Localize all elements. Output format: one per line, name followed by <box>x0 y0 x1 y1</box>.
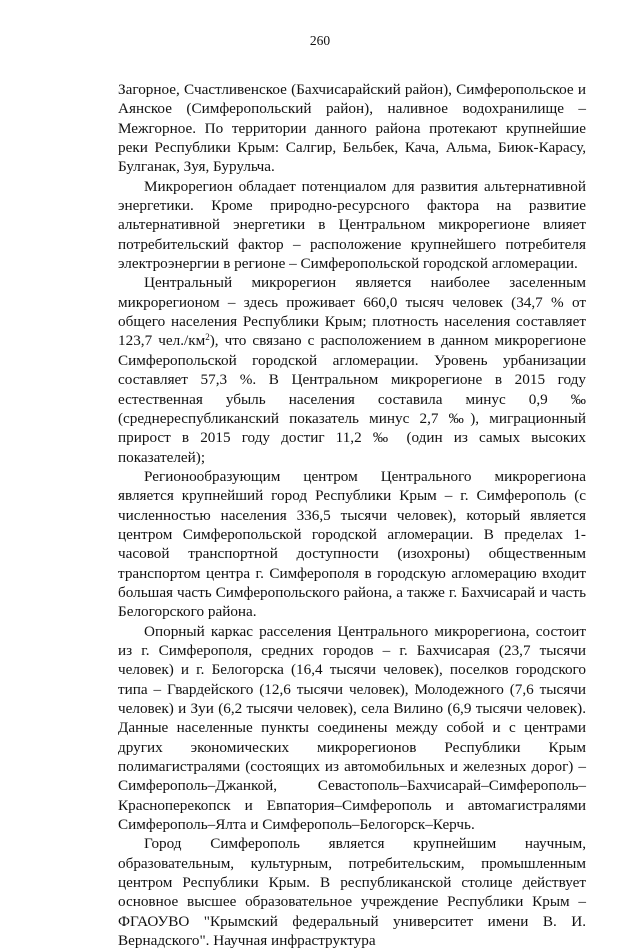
paragraph-alternative-energy: Микрорегион обладает потенциалом для развития альтернативной энергетики. Кроме природно-ресурсного фактора на развитие альтернативной энергетики в Центральном микрорегионе влияет потребительский фактор – расположение крупнейшего потребителя электроэнергии в регионе – Симферопольской городской агломерации. <box>118 177 586 273</box>
paragraph-population <box>118 273 586 466</box>
population-text-part-1: Центральный микрорегион является наиболее заселенным микрорегионом – здесь проживает 660,0 тысяч человек (34,7 % от общего населения Республики Крым; плотность населения составляет 123,7 чел./км <box>118 274 586 350</box>
paragraph-settlement-framework: Опорный каркас расселения Центрального микрорегиона, состоит из г. Симферополя, средних городов – г. Бахчисарая (23,7 тысячи человек) и г. Белогорска (16,4 тысячи человек), поселков городского типа – Гвардейского (12,6 тысячи человек), Молодежного (7,6 тысячи человек) и Зуи (6,2 тысячи человек), села Вилино (6,9 тысячи человек). Данные населенные пункты соединены между собой и с центрами других экономических микрорегионов Республики Крым полимагистралями (состоящих из автомобильных и железных дорог) – Симферополь–Джанкой, Севастополь–Бахчисарай–Симферополь–Красноперекопск и Евпатория–Симферополь и автомагистралями Симферополь–Ялта и Симферополь–Белогорск–Керчь. <box>118 622 586 834</box>
paragraph-reservoirs-rivers: Загорное, Счастливенское (Бахчисарайский район), Симферопольское и Аянское (Симферопольский район), наливное водохранилище – Межгорное. По территории данного района протекают крупнейшие реки Республики Крым: Салгир, Бельбек, Кача, Альма, Биюк-Карасу, Булганак, Зуя, Бурульча. <box>118 81 586 176</box>
population-text-part-2: ), что связано с расположением в данном микрорегионе Симферопольской городской агломерации. Уровень урбанизации составляет 57,3 %. В Центральном микрорегионе в 2015 году естественная убыль населения составила минус 0,9 ‰ (среднереспубликанский показатель минус 2,7 ‰), миграционный прирост в 2015 году достиг 11,2 ‰ (один из самых высоких показателей); <box>118 332 586 466</box>
superscript-squared: 2 <box>205 332 210 343</box>
page-number: 260 <box>309 33 331 48</box>
paragraph-regional-center: Регионообразующим центром Центрального микрорегиона является крупнейший город Республики Крым – г. Симферополь (с численностью населения 336,5 тысячи человек), который является центром Симферопольской городской агломерации. В пределах 1-часовой транспортной доступности (изохроны) общественным транспортом центра г. Симферополя в городскую агломерацию входит большая часть Симферопольского района, а также г. Бахчисарай и часть Белогорского района. <box>118 467 586 621</box>
document-body <box>118 80 586 950</box>
paragraph-simferopol-center: Город Симферополь является крупнейшим научным, образовательным, культурным, потребительским, промышленным центром Республики Крым. В республиканской столице действует основное высшее образовательное учреждение Республики Крым – ФГАОУВО "Крымский федеральный университет имени В. И. Вернадского". Научная инфраструктура <box>118 835 586 950</box>
